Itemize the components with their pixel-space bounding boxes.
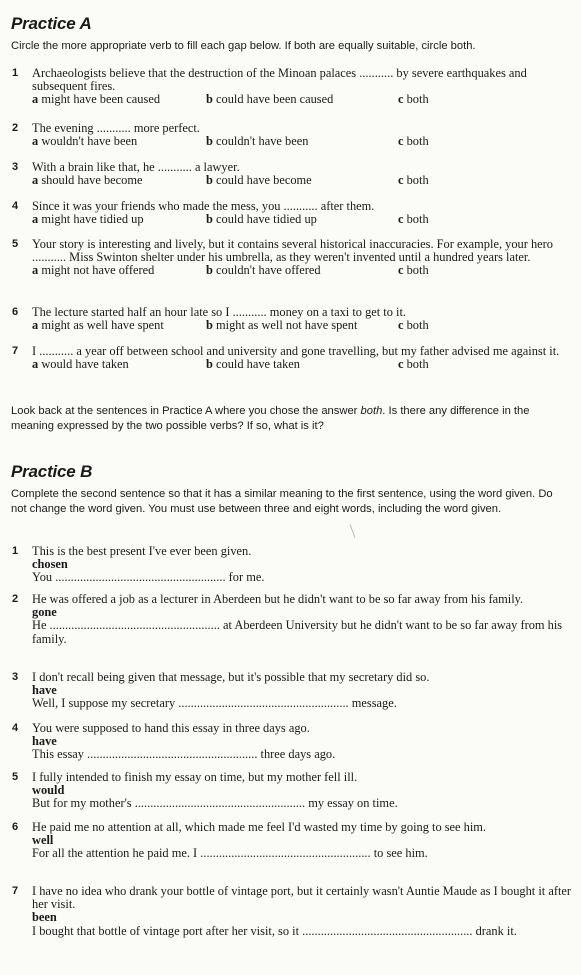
question-text: I ........... a year off between school and university and gone travelling, but my father advised me against it. [32, 344, 560, 358]
key-word: chosen [32, 557, 68, 572]
item-number: 4 [12, 200, 19, 212]
item-number: 7 [12, 885, 19, 897]
practice-a-instruction: Circle the more appropriate verb to fill each gap below. If both are equally suitable, circle both. [11, 40, 476, 52]
option-b[interactable]: couldn't have been [216, 134, 309, 149]
question-text: I have no idea who drank your bottle of vintage port, but it certainly wasn't Auntie Maude as I bought it after her visit. [32, 884, 572, 912]
answer-line[interactable]: But for my mother's ....................................................... my essay on time. [32, 796, 398, 811]
list-item [12, 722, 572, 762]
question-text: The evening ........... more perfect. [32, 121, 200, 135]
option-a[interactable]: might not have offered [41, 263, 155, 278]
list-item [12, 200, 572, 227]
practice-a-heading: Practice A [11, 14, 92, 33]
option-a[interactable]: wouldn't have been [41, 134, 138, 149]
key-word: would [32, 783, 65, 798]
question-text: You were supposed to hand this essay in three days ago. [32, 721, 310, 735]
key-word: well [32, 833, 54, 848]
answer-line[interactable]: I bought that bottle of vintage port after her visit, so it ....................................................... drank it. [32, 923, 517, 938]
item-number: 6 [12, 306, 19, 318]
option-c[interactable]: both [406, 212, 429, 227]
question-text: I don't recall being given that message, but it's possible that my secretary did so. [32, 670, 430, 684]
practice-a-followup: Look back at the sentences in Practice A where you chose the answer both. Is there any difference in the meaning expressed by the two possible verbs? If so, what is it? [11, 405, 530, 432]
list-item [12, 771, 572, 811]
option-a[interactable]: might as well have spent [41, 318, 164, 333]
item-number: 7 [12, 345, 19, 357]
question-text: With a brain like that, he ........... a lawyer. [32, 160, 240, 174]
option-c[interactable]: both [406, 92, 429, 107]
list-item [12, 885, 572, 938]
options-row: a should have become b could have become c both [32, 173, 429, 188]
item-number: 2 [12, 122, 19, 134]
answer-line[interactable]: You ....................................................... for me. [32, 570, 265, 585]
options-row: a would have taken b could have taken c both [32, 357, 429, 372]
options-row: a might not have offered b couldn't have offered c both [32, 263, 429, 278]
key-word: have [32, 734, 57, 749]
answer-line[interactable]: Well, I suppose my secretary ....................................................... message. [32, 696, 397, 711]
question-text: He was offered a job as a lecturer in Aberdeen but he didn't want to be so far away from his family. [32, 592, 524, 606]
item-number: 4 [12, 722, 19, 734]
list-item [12, 122, 572, 149]
item-number: 1 [12, 67, 19, 79]
option-c[interactable]: both [406, 134, 429, 149]
practice-b-heading: Practice B [11, 462, 93, 481]
item-number: 3 [12, 161, 19, 173]
option-a[interactable]: would have taken [41, 357, 129, 372]
item-number: 5 [12, 238, 19, 250]
question-text: Your story is interesting and lively, but it contains several historical inaccuracies. For example, your hero ........... Miss Swinton shelter under his umbrella, as they weren't invented until a hundred years later. [32, 237, 553, 265]
list-item [12, 671, 572, 711]
list-item [12, 821, 572, 861]
item-number: 6 [12, 821, 19, 833]
options-row: a might as well have spent b might as well not have spent c both [32, 318, 429, 333]
option-b[interactable]: might as well not have spent [216, 318, 358, 333]
option-c[interactable]: both [406, 173, 429, 188]
item-number: 3 [12, 671, 19, 683]
pen-mark [350, 524, 356, 537]
question-text: He paid me no attention at all, which made me feel I'd wasted my time by going to see him. [32, 820, 487, 834]
question-text: Since it was your friends who made the mess, you ........... after them. [32, 199, 375, 213]
option-b[interactable]: couldn't have offered [216, 263, 321, 278]
list-item [12, 593, 572, 646]
item-number: 2 [12, 593, 19, 605]
question-text: This is the best present I've ever been given. [32, 544, 252, 558]
answer-line[interactable]: This essay ....................................................... three days ago. [32, 747, 336, 762]
item-number: 5 [12, 771, 19, 783]
question-text: The lecture started half an hour late so I ........... money on a taxi to get to it. [32, 305, 407, 319]
option-b[interactable]: could have taken [216, 357, 300, 372]
option-c[interactable]: both [406, 357, 429, 372]
options-row: a might have tidied up b could have tidied up c both [32, 212, 429, 227]
option-a[interactable]: might have tidied up [41, 212, 144, 227]
list-item [12, 306, 572, 333]
list-item [12, 161, 572, 188]
option-b[interactable]: could have become [216, 173, 312, 188]
options-row: a wouldn't have been b couldn't have been c both [32, 134, 429, 149]
key-word: been [32, 910, 57, 925]
question-text: Archaeologists believe that the destruction of the Minoan palaces ........... by severe earthquakes and subsequent fires. [32, 66, 527, 94]
practice-b-instruction: Complete the second sentence so that it has a similar meaning to the first sentence, using the word given. Do not change the word given. You must use between three and eight words, including the word given. [11, 488, 553, 515]
item-number: 1 [12, 545, 19, 557]
options-row: a might have been caused b could have been caused c both [32, 92, 429, 107]
option-c[interactable]: both [406, 318, 429, 333]
option-a[interactable]: might have been caused [41, 92, 161, 107]
list-item [12, 345, 572, 372]
option-b[interactable]: could have been caused [216, 92, 334, 107]
answer-line[interactable]: For all the attention he paid me. I ....................................................... to see him. [32, 846, 428, 861]
question-text: I fully intended to finish my essay on time, but my mother fell ill. [32, 770, 358, 784]
list-item [12, 238, 572, 278]
list-item [12, 67, 572, 107]
option-b[interactable]: could have tidied up [216, 212, 317, 227]
key-word: have [32, 683, 57, 698]
option-c[interactable]: both [406, 263, 429, 278]
answer-line[interactable]: He ....................................................... at Aberdeen University but he didn't want to be so far away from his family. [32, 618, 563, 646]
list-item [12, 545, 572, 585]
option-a[interactable]: should have become [41, 173, 143, 188]
key-word: gone [32, 605, 57, 620]
